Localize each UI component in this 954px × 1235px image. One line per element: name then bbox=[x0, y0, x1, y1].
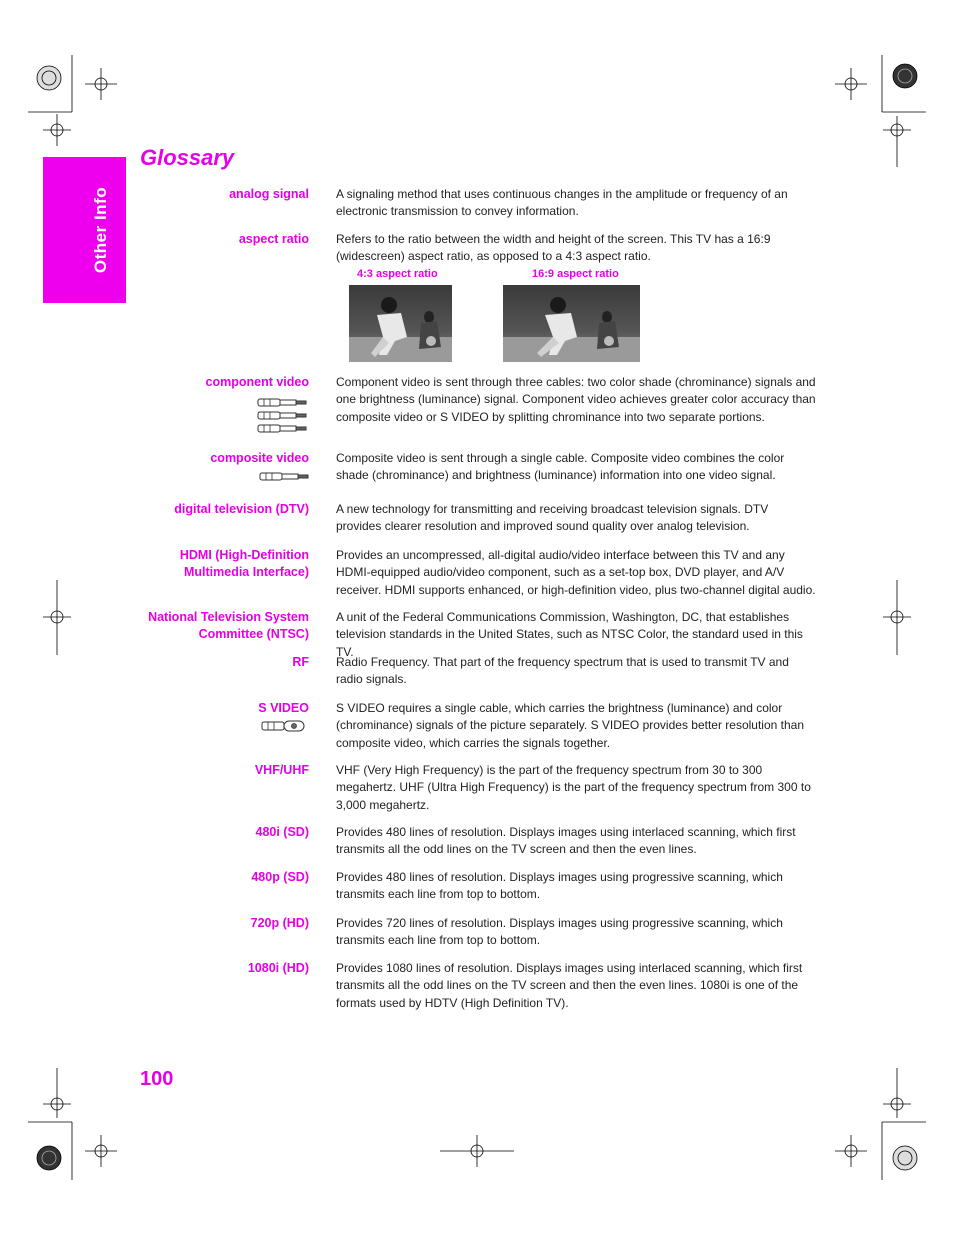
definition-s-video: S VIDEO requires a single cable, which carries the brightness (luminance) and color (chrominance) signals of the picture separately. S VIDEO provides better resolution than composite video, which carries the signals together. bbox=[336, 701, 805, 750]
term-ntsc: National Television System Committee (NTSC) bbox=[148, 610, 309, 641]
definition-aspect-ratio: Refers to the ratio between the width and height of the screen. This TV has a 16:9 (widescreen) aspect ratio, as opposed to a 4:3 aspect ratio. bbox=[336, 232, 771, 264]
definition-hdmi: Provides an uncompressed, all-digital audio/video interface between this TV and any HDMI-equipped audio/video component, such as a set-top box, DVD player, and A/V receiver. HDMI supports enhanced, or high-definition video, plus two-channel digital audio. bbox=[336, 548, 816, 597]
definition-480i: Provides 480 lines of resolution. Displays images using interlaced scanning, which first transmits all the odd lines on the TV screen and then the even lines. bbox=[336, 825, 796, 857]
caption-4-3: 4:3 aspect ratio bbox=[357, 268, 438, 280]
definition-vhf-uhf: VHF (Very High Frequency) is the part of the frequency spectrum from 30 to 300 megahertz. UHF (Ultra High Frequency) is the part of the frequency spectrum from 300 to 3,000 megahertz. bbox=[336, 763, 811, 812]
term-vhf-uhf: VHF/UHF bbox=[254, 763, 309, 777]
term-component-video: component video bbox=[205, 375, 309, 389]
term-composite-video: composite video bbox=[210, 451, 309, 465]
term-480p: 480p (SD) bbox=[251, 870, 309, 884]
page-title: Glossary bbox=[140, 145, 235, 170]
page-number: 100 bbox=[140, 1068, 174, 1090]
section-tab-label: Other Info bbox=[91, 186, 110, 274]
term-digital-television: digital television (DTV) bbox=[174, 502, 309, 516]
term-aspect-ratio: aspect ratio bbox=[238, 232, 309, 246]
term-s-video: S VIDEO bbox=[258, 701, 309, 715]
term-rf: RF bbox=[292, 655, 309, 669]
term-1080i: 1080i (HD) bbox=[247, 961, 309, 975]
definition-ntsc: A unit of the Federal Communications Commission, Washington, DC, that establishes television standards in the United States, such as NTSC Color, the standard used in this TV. bbox=[336, 610, 803, 659]
definition-analog-signal: A signaling method that uses continuous changes in the amplitude or frequency of an electronic transmission to convey information. bbox=[336, 187, 788, 219]
term-hdmi: HDMI (High-Definition Multimedia Interface) bbox=[179, 548, 309, 579]
definition-composite-video: Composite video is sent through a single cable. Composite video combines the color shade (chrominance) and brightness (luminance) information into one video signal. bbox=[336, 451, 785, 483]
term-analog-signal: analog signal bbox=[229, 187, 309, 201]
definition-component-video: Component video is sent through three cables: two color shade (chrominance) signals and one brightness (luminance) signal. Component video achieves greater color accuracy than composite video or S VIDEO by splitting chrominance into two separate portions. bbox=[336, 375, 816, 424]
definition-digital-television: A new technology for transmitting and receiving broadcast television signals. DTV provides clearer resolution and improved sound quality over analog television. bbox=[336, 502, 769, 534]
definition-480p: Provides 480 lines of resolution. Displays images using progressive scanning, which transmits each line from top to bottom. bbox=[336, 870, 783, 902]
definition-1080i: Provides 1080 lines of resolution. Displays images using interlaced scanning, which first transmits all the odd lines on the TV screen and then the even lines. 1080i is one of the formats used by HDTV (High Definition TV). bbox=[336, 961, 803, 1010]
definition-720p: Provides 720 lines of resolution. Displays images using progressive scanning, which transmits each line from top to bottom. bbox=[336, 916, 783, 948]
term-720p: 720p (HD) bbox=[250, 916, 309, 930]
term-480i: 480i (SD) bbox=[255, 825, 309, 839]
definition-rf: Radio Frequency. That part of the frequency spectrum that is used to transmit TV and radio signals. bbox=[336, 655, 789, 687]
caption-16-9: 16:9 aspect ratio bbox=[532, 268, 619, 280]
